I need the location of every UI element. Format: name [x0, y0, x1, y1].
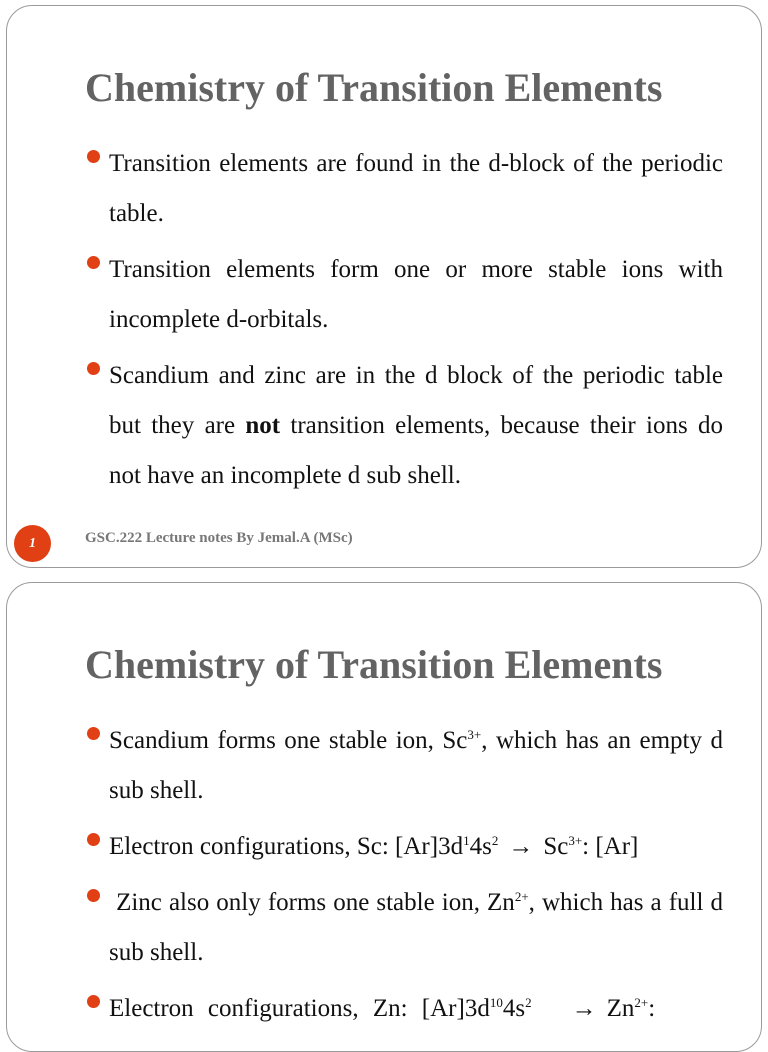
text-run: Electron configurations, Sc: [Ar]3d	[109, 833, 464, 860]
superscript: 3+	[467, 727, 482, 742]
bullet-dot-icon	[87, 256, 100, 269]
text-run: , which has an empty d sub shell.	[109, 727, 723, 804]
bullet-text: Transition elements are found in the d-block of the periodic table.	[109, 150, 723, 227]
bullet-text	[109, 822, 723, 872]
bullet-list	[87, 139, 723, 507]
emphasis-not: not	[245, 412, 281, 439]
bullet-item	[87, 984, 723, 1034]
text-run: 4s	[502, 995, 526, 1022]
superscript: 2+	[514, 889, 529, 904]
text-run: Electron configurations, Zn: [Ar]3d	[109, 995, 490, 1022]
bullet-text	[109, 351, 723, 501]
bullet-item	[87, 822, 723, 872]
superscript: 3+	[568, 833, 583, 848]
bullet-dot-icon	[87, 727, 100, 740]
bullet-dot-icon	[87, 833, 100, 846]
text-run: Scandium forms one stable ion, Sc	[109, 727, 468, 754]
text-run: Scandium and zinc are in the d block of the periodic table but they are	[109, 362, 723, 439]
slide-title: Chemistry of Transition Elements	[85, 642, 663, 687]
slide-title: Chemistry of Transition Elements	[85, 65, 663, 110]
text-run: : [Ar]	[582, 833, 639, 860]
footer-text: GSC.222 Lecture notes By Jemal.A (MSc)	[85, 530, 353, 546]
text-run: Zn	[606, 995, 635, 1022]
arrow-icon: →	[571, 995, 597, 1022]
page-number-badge: 1	[14, 525, 51, 562]
bullet-text	[109, 984, 723, 1034]
bullet-item	[87, 139, 723, 239]
slide-2	[6, 582, 762, 1052]
text-run: , which has a full d sub shell.	[109, 889, 724, 966]
bullet-text	[109, 878, 723, 978]
bullet-text	[109, 716, 723, 816]
bullet-dot-icon	[87, 995, 100, 1008]
slide-1	[6, 5, 762, 568]
arrow-icon: →	[508, 833, 534, 860]
text-run: 4s	[469, 833, 492, 860]
bullet-dot-icon	[87, 889, 100, 902]
bullet-text: Transition elements form one or more stable ions with incomplete d-orbitals.	[109, 256, 723, 333]
superscript: 1	[463, 833, 470, 848]
bullet-dot-icon	[87, 362, 100, 375]
bullet-item	[87, 351, 723, 501]
superscript: 2	[525, 995, 532, 1010]
bullet-item	[87, 716, 723, 816]
bullet-item	[87, 245, 723, 345]
text-run: transition elements, because their ions do not have an incomplete d sub shell.	[109, 412, 724, 489]
bullet-list	[87, 716, 723, 1040]
bullet-dot-icon	[87, 150, 100, 163]
superscript: 2+	[634, 995, 649, 1010]
superscript: 2	[491, 833, 499, 848]
bullet-item	[87, 878, 723, 978]
superscript: 10	[489, 995, 503, 1010]
text-run: :	[648, 995, 656, 1022]
text-run: Sc	[543, 833, 569, 860]
text-run: Zinc also only forms one stable ion, Zn	[109, 889, 515, 916]
